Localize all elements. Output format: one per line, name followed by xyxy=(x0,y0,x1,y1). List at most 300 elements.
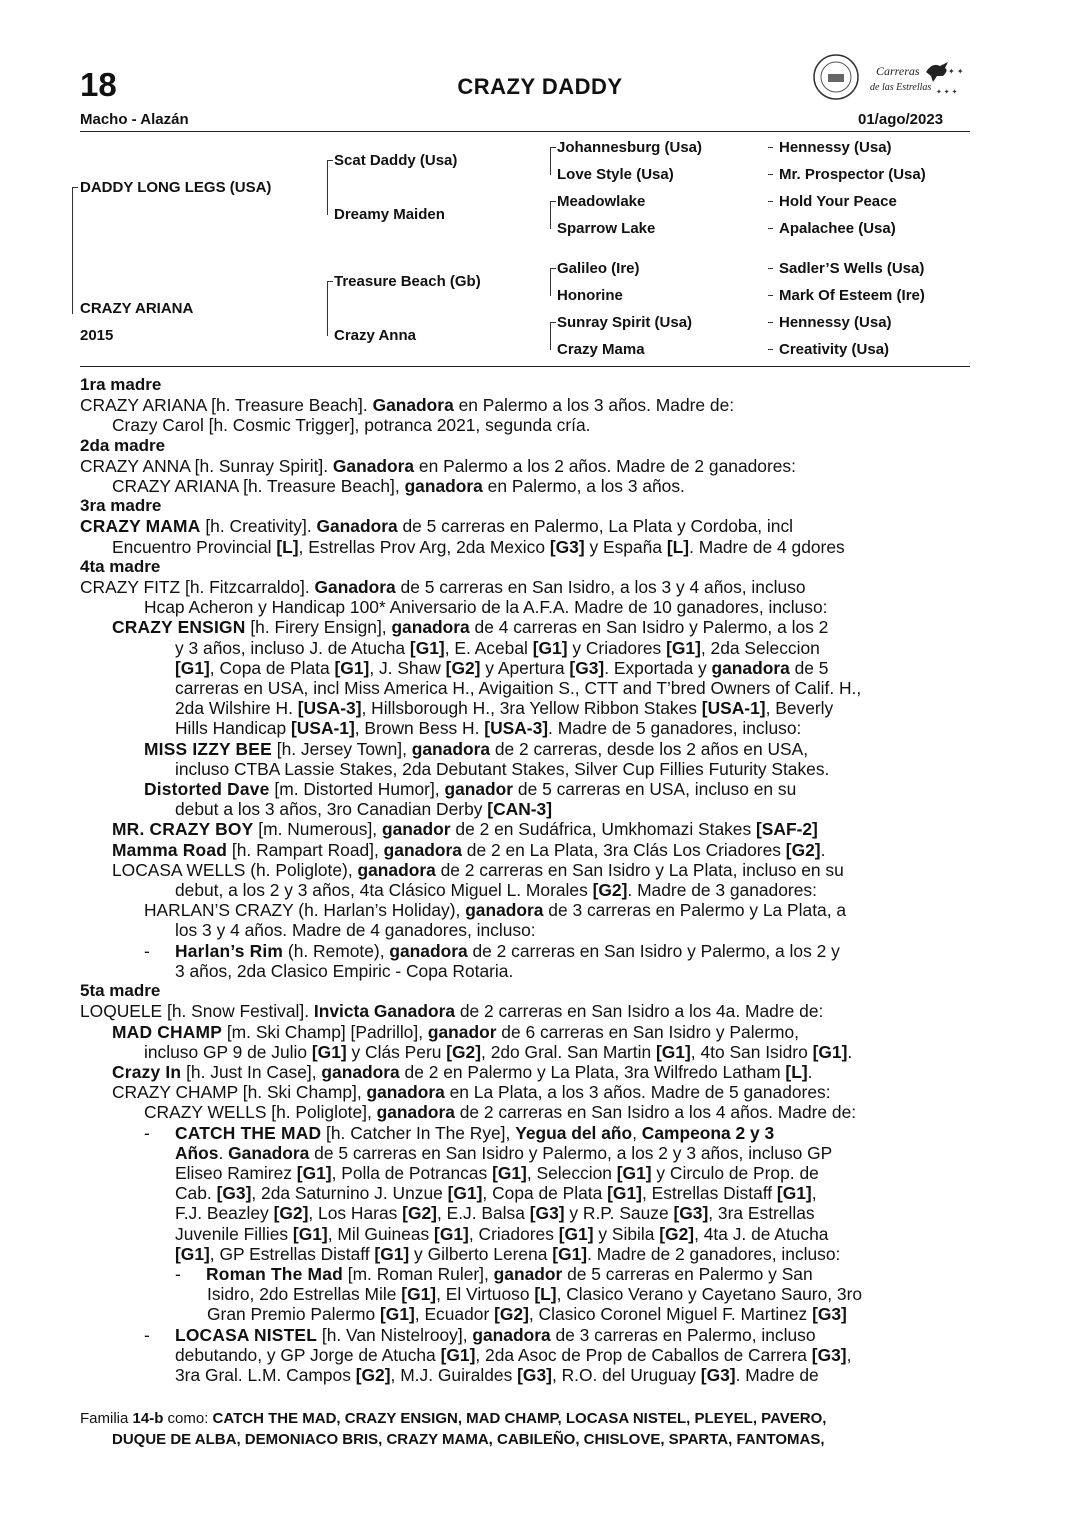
horse-name: CRAZY DADDY xyxy=(457,74,623,99)
emphasis-text: ganadora xyxy=(321,1061,400,1082)
emphasis-text: [G3] xyxy=(529,1203,565,1224)
emphasis-text: [USA-1] xyxy=(701,698,766,719)
emphasis-text: [G1] xyxy=(175,657,210,678)
body-text: de 6 carreras en San Isidro y Palermo, xyxy=(496,1021,800,1042)
body-text: , 3ra Estrellas xyxy=(708,1203,815,1224)
text-line xyxy=(80,1042,970,1062)
pedigree-dash xyxy=(768,295,773,296)
text-line xyxy=(80,900,970,920)
body-text: CRAZY WELLS [h. Poliglote], xyxy=(144,1102,377,1123)
body-text: , El Virtuoso xyxy=(436,1284,535,1305)
text-line xyxy=(80,1022,970,1042)
emphasis-text: [G2] xyxy=(445,657,481,678)
body-text: 3ra Gral. L.M. Campos xyxy=(175,1364,356,1385)
emphasis-text: [G2] xyxy=(494,1304,529,1325)
dam-name: CRAZY ARIANA xyxy=(80,300,194,317)
body-text: , Polla de Potrancas xyxy=(331,1162,493,1183)
emphasis-text: [G1] xyxy=(552,1243,588,1264)
body-text: Crazy Carol [h. Cosmic Trigger], potranca 2021, segunda cría. xyxy=(112,415,591,436)
family-names: DUQUE DE ALBA, DEMONIACO BRIS, CRAZY MAMA, CABILEÑO, CHISLOVE, SPARTA, FANTOMAS, xyxy=(112,1431,825,1448)
pedigree-g3: Honorine xyxy=(557,287,623,304)
body-text: , 2do Gral. San Martin xyxy=(481,1041,656,1062)
emphasis-text: ganadora xyxy=(404,476,483,497)
pedigree-g3: Love Style (Usa) xyxy=(557,166,674,183)
pedigree-g3: Sparrow Lake xyxy=(557,220,656,237)
body-text: , J. Shaw xyxy=(369,657,446,678)
section-heading: 2da madre xyxy=(80,435,166,455)
body-text: , GP Estrellas Distaff xyxy=(209,1243,375,1264)
emphasis-text: Distorted Dave xyxy=(144,779,270,800)
text-line xyxy=(80,1082,970,1102)
body-text: . Madre de xyxy=(735,1364,819,1385)
text-line xyxy=(80,840,970,860)
emphasis-text: Ganadora xyxy=(316,516,398,537)
body-text: . xyxy=(807,1061,813,1082)
text-line xyxy=(80,1284,970,1304)
body-text: [h. Catcher In The Rye], xyxy=(321,1122,516,1143)
emphasis-text: [G2] xyxy=(355,1364,391,1385)
text-line xyxy=(80,860,970,880)
emphasis-text: ganadora xyxy=(465,900,544,921)
body-text: de 2 carreras en San Isidro y Palermo, a los 2 y xyxy=(467,940,840,961)
body-text: , 2da Asoc de Prop de Caballos de Carrera xyxy=(475,1344,812,1365)
text-line: - Roman The Mad [m. Roman Ruler], ganador de 5 carreras en Palermo y San xyxy=(175,1263,813,1284)
body-text: , Copa de Plata xyxy=(482,1183,608,1204)
emphasis-text: Campeona 2 y 3 xyxy=(641,1122,775,1143)
body-text: Hills Handicap xyxy=(175,718,291,739)
body-text: de 2 en La Plata, 3ra Clás Los Criadores xyxy=(461,839,786,860)
body-text: [m. Roman Ruler], xyxy=(342,1263,494,1284)
text-line xyxy=(80,759,970,779)
text-line xyxy=(80,577,970,597)
body-text: de 5 carreras en San Isidro y Palermo, a los 2 y 3 años, incluso GP xyxy=(309,1142,833,1163)
family-notes xyxy=(80,375,970,1385)
emphasis-text: [G1] xyxy=(334,657,370,678)
emphasis-text: Ganadora xyxy=(372,395,454,416)
body-text: CRAZY FITZ [h. Fitzcarraldo]. xyxy=(80,577,315,598)
text-line xyxy=(80,718,970,738)
emphasis-text: [G2] xyxy=(659,1223,695,1244)
footer-como: como: xyxy=(163,1410,213,1427)
svg-text:de las Estrellas: de las Estrellas xyxy=(870,82,932,93)
emphasis-text: [SAF-2] xyxy=(756,819,818,840)
text-line xyxy=(80,1304,970,1324)
body-text: , Clasico Verano y Cayetano Sauro, 3ro xyxy=(556,1284,863,1305)
emphasis-text: [G2] xyxy=(592,880,628,901)
body-text: Isidro, 2do Estrellas Mile xyxy=(207,1284,402,1305)
section-heading: 4ta madre xyxy=(80,556,161,576)
emphasis-text: [USA-3] xyxy=(297,698,362,719)
emphasis-text: [G1] xyxy=(812,1041,848,1062)
body-text: Eliseo Ramirez xyxy=(175,1162,297,1183)
body-text: de 5 carreras en Palermo y San xyxy=(562,1263,813,1284)
emphasis-text: [G3] xyxy=(216,1183,252,1204)
body-text: HARLAN’S CRAZY (h. Harlan’s Holiday), xyxy=(144,900,466,921)
sex-color: Macho - Alazán xyxy=(80,111,189,128)
body-text: de 3 carreras en Palermo, incluso xyxy=(550,1324,816,1345)
emphasis-text: [G1] xyxy=(532,637,568,658)
emphasis-text: Años xyxy=(175,1142,219,1163)
text-line xyxy=(80,638,970,658)
body-text: , Estrellas Distaff xyxy=(641,1183,777,1204)
emphasis-text: ganador xyxy=(381,819,451,840)
body-text: , R.O. del Uruguay xyxy=(551,1364,701,1385)
catalog-date: 01/ago/2023 xyxy=(858,111,944,128)
emphasis-text: LOCASA NISTEL xyxy=(175,1324,318,1345)
text-line xyxy=(80,1062,970,1082)
pedigree-dash xyxy=(768,268,773,269)
body-text: de 5 xyxy=(789,657,829,678)
emphasis-text: MISS IZZY BEE xyxy=(144,738,272,759)
emphasis-text: [G1] xyxy=(374,1243,410,1264)
body-text: CRAZY ANNA [h. Sunray Spirit]. xyxy=(80,455,333,476)
text-line xyxy=(80,1224,970,1244)
body-text: de 2 en Palermo y La Plata, 3ra Wilfredo Latham xyxy=(399,1061,786,1082)
emphasis-text: [G3] xyxy=(700,1364,736,1385)
body-text: . Madre de 4 gdores xyxy=(689,536,845,557)
body-text: , 2da Seleccion xyxy=(700,637,820,658)
pedigree-dash xyxy=(768,322,773,323)
pedigree-g4: Hennessy (Usa) xyxy=(779,314,892,331)
body-text: CRAZY ARIANA [h. Treasure Beach], xyxy=(112,476,405,497)
body-text: , Clasico Coronel Miguel F. Martinez xyxy=(528,1304,813,1325)
dam-year: 2015 xyxy=(80,327,114,344)
emphasis-text: [G1] xyxy=(492,1162,527,1183)
pedigree-bracket-dam xyxy=(327,281,333,336)
emphasis-text: ganador xyxy=(444,779,514,800)
text-line xyxy=(80,1345,970,1365)
emphasis-text: [L] xyxy=(666,536,690,557)
text-line xyxy=(80,799,970,819)
emphasis-text: [G1] xyxy=(296,1162,332,1183)
body-text: , M.J. Guiraldes xyxy=(390,1364,518,1385)
body-text: , Criadores xyxy=(468,1223,559,1244)
emphasis-text: [G1] xyxy=(292,1223,328,1244)
body-text: , Ecuador xyxy=(414,1304,495,1325)
body-text: de 4 carreras en San Isidro y Palermo, a los 2 xyxy=(469,617,829,638)
emphasis-text: [L] xyxy=(785,1061,808,1082)
emphasis-text: [G1] xyxy=(401,1284,437,1305)
section-heading: 1ra madre xyxy=(80,375,162,394)
body-text: . xyxy=(847,1041,853,1062)
text-line xyxy=(80,476,970,496)
footer-prefix: Familia xyxy=(80,1410,133,1427)
body-text: , Seleccion xyxy=(526,1162,617,1183)
svg-text:Carreras: Carreras xyxy=(876,64,920,78)
body-text: , Mil Guineas xyxy=(327,1223,435,1244)
family-names: CATCH THE MAD, CRAZY ENSIGN, MAD CHAMP, LOCASA NISTEL, PLEYEL, PAVERO, xyxy=(212,1410,827,1427)
body-text: . Madre de 5 ganadores, incluso: xyxy=(548,718,802,739)
body-text: , Brown Bess H. xyxy=(354,718,485,739)
body-text: 3 años, 2da Clasico Empiric - Copa Rotaria. xyxy=(175,960,514,981)
emphasis-text: ganadora xyxy=(389,940,468,961)
emphasis-text: [G2] xyxy=(402,1203,437,1224)
body-text: en Palermo, a los 3 años. xyxy=(482,476,685,497)
emphasis-text: CATCH THE MAD xyxy=(175,1122,322,1143)
body-text: . Madre de 3 ganadores: xyxy=(627,880,817,901)
pedigree-bracket xyxy=(550,322,556,350)
pedigree-g2: Scat Daddy (Usa) xyxy=(334,152,458,169)
body-text: en Palermo a los 2 años. Madre de 2 ganadores: xyxy=(414,455,796,476)
text-line xyxy=(80,658,970,678)
svg-text:✦ ✦: ✦ ✦ xyxy=(948,67,964,76)
pedigree-g3: Crazy Mama xyxy=(557,341,645,358)
pedigree-g4: Mark Of Esteem (Ire) xyxy=(779,287,925,304)
body-text: [m. Numerous], xyxy=(253,819,382,840)
emphasis-text: [G1] xyxy=(311,1041,347,1062)
svg-text:✦ ✦ ✦: ✦ ✦ ✦ xyxy=(936,89,958,96)
pedigree-dash xyxy=(768,147,773,148)
text-line xyxy=(80,920,970,940)
estrellas-logo xyxy=(808,50,968,104)
text-line xyxy=(80,456,970,476)
body-text: de 5 carreras en San Isidro, a los 3 y 4 años, incluso xyxy=(395,577,806,598)
text-line xyxy=(80,880,970,900)
emphasis-text: Invicta Ganadora xyxy=(313,1001,456,1022)
text-line xyxy=(80,961,970,981)
emphasis-text: ganadora xyxy=(472,1324,551,1345)
emphasis-text: [G1] xyxy=(409,637,445,658)
body-text: , xyxy=(811,1183,817,1204)
section-heading: 3ra madre xyxy=(80,496,162,516)
body-text: y Sibila xyxy=(593,1223,660,1244)
emphasis-text: [G2] xyxy=(785,839,821,860)
text-line xyxy=(80,1244,970,1264)
emphasis-text: [G1] xyxy=(447,1183,483,1204)
body-text: [m. Ski Champ] [Padrillo], xyxy=(222,1021,428,1042)
emphasis-text: ganadora xyxy=(411,738,491,759)
body-text: de 2 carreras, desde los 2 años en USA, xyxy=(490,738,809,759)
body-text: , Los Haras xyxy=(308,1203,403,1224)
body-text: de 2 carreras en San Isidro a los 4a. Madre de: xyxy=(455,1001,824,1022)
body-text: y Circulo de Prop. de xyxy=(651,1162,819,1183)
pedigree-g3: Johannesburg (Usa) xyxy=(557,139,703,156)
emphasis-text: CRAZY MAMA xyxy=(80,516,201,537)
emphasis-text: Mamma Road xyxy=(112,839,228,860)
emphasis-text: MR. CRAZY BOY xyxy=(112,819,254,840)
emphasis-text: [G3] xyxy=(673,1203,709,1224)
pedigree-bracket-g1 xyxy=(72,187,78,314)
body-text: . xyxy=(820,839,826,860)
body-text: y Apertura xyxy=(480,657,570,678)
pedigree-g4: Sadler’S Wells (Usa) xyxy=(779,260,925,277)
pedigree-g3: Sunray Spirit (Usa) xyxy=(557,314,693,331)
pedigree-dash xyxy=(768,349,773,350)
body-text: incluso GP 9 de Julio xyxy=(144,1041,312,1062)
emphasis-text: ganadora xyxy=(711,657,790,678)
emphasis-text: [G2] xyxy=(446,1041,482,1062)
body-text: debut a los 3 años, 3ro Canadian Derby xyxy=(175,799,488,820)
emphasis-text: [G2] xyxy=(273,1203,309,1224)
body-text: de 2 carreras en San Isidro y La Plata, incluso en su xyxy=(435,859,844,880)
section-heading: 5ta madre xyxy=(80,981,161,1001)
pedigree-g4: Mr. Prospector (Usa) xyxy=(779,166,926,183)
text-line xyxy=(80,1143,970,1163)
emphasis-text: [CAN-3] xyxy=(487,799,553,820)
emphasis-text: CRAZY ENSIGN xyxy=(112,617,246,638)
emphasis-text: ganadora xyxy=(383,839,462,860)
body-text: [h. Just In Case], xyxy=(181,1061,322,1082)
text-line xyxy=(80,1183,970,1203)
text-line xyxy=(80,739,970,759)
text-line xyxy=(80,1163,970,1183)
body-text: , xyxy=(632,1122,642,1143)
emphasis-text: [G1] xyxy=(655,1041,691,1062)
emphasis-text: [G3] xyxy=(811,1344,847,1365)
pedigree-g2: Crazy Anna xyxy=(334,327,416,344)
body-text: Hcap Acheron y Handicap 100* Aniversario de la A.F.A. Madre de 10 ganadores, incluso: xyxy=(144,597,828,618)
emphasis-text: ganadora xyxy=(357,859,436,880)
body-text: , E. Acebal xyxy=(444,637,533,658)
text-line xyxy=(80,678,970,698)
text-line xyxy=(80,1365,970,1385)
emphasis-text: [G3] xyxy=(517,1364,552,1385)
emphasis-text: ganadora xyxy=(376,1102,455,1123)
emphasis-text: Roman The Mad xyxy=(206,1263,343,1284)
pedigree-g4: Hold Your Peace xyxy=(779,193,897,210)
text-line xyxy=(80,1102,970,1122)
emphasis-text: [G1] xyxy=(434,1223,469,1244)
emphasis-text: [G1] xyxy=(558,1223,594,1244)
pedigree-g3: Meadowlake xyxy=(557,193,646,210)
emphasis-text: Crazy In xyxy=(112,1061,182,1082)
body-text: CRAZY CHAMP [h. Ski Champ], xyxy=(112,1082,367,1103)
text-line xyxy=(80,617,970,637)
body-text: y Clás Peru xyxy=(346,1041,447,1062)
text-line: - Harlan’s Rim (h. Remote), ganadora de 2 carreras en San Isidro y Palermo, a los 2 y xyxy=(144,940,840,961)
body-text: F.J. Beazley xyxy=(175,1203,274,1224)
body-text: de 2 en Sudáfrica, Umkhomazi Stakes xyxy=(450,819,757,840)
body-text: , Copa de Plata xyxy=(209,657,335,678)
emphasis-text: [G1] xyxy=(607,1183,642,1204)
body-text: los 3 y 4 años. Madre de 4 ganadores, incluso: xyxy=(175,920,536,941)
body-text: y R.P. Sauze xyxy=(564,1203,674,1224)
text-line: - LOCASA NISTEL [h. Van Nistelrooy], ganadora de 3 carreras en Palermo, incluso xyxy=(144,1324,816,1345)
body-text: , 4to San Isidro xyxy=(690,1041,813,1062)
text-line xyxy=(80,779,970,799)
body-text: Cab. xyxy=(175,1183,217,1204)
emphasis-text: ganador xyxy=(493,1263,563,1284)
emphasis-text: MAD CHAMP xyxy=(112,1021,222,1042)
emphasis-text: [G1] xyxy=(666,637,701,658)
body-text: en La Plata, a los 3 años. Madre de 5 ganadores: xyxy=(444,1082,831,1103)
pedigree-g3: Galileo (Ire) xyxy=(557,260,640,277)
body-text: de 3 carreras en Palermo y La Plata, a xyxy=(543,900,847,921)
pedigree-bracket xyxy=(550,147,556,175)
body-text: debutando, y GP Jorge de Atucha xyxy=(175,1344,441,1365)
pedigree-dash xyxy=(768,174,773,175)
body-text: (h. Remote), xyxy=(283,940,390,961)
text-line xyxy=(80,415,970,435)
body-text: , Estrellas Prov Arg, 2da Mexico xyxy=(298,536,550,557)
text-line xyxy=(80,516,970,536)
emphasis-text: [G1] xyxy=(440,1344,476,1365)
catalog-number: 18 xyxy=(80,66,117,103)
text-line: - CATCH THE MAD [h. Catcher In The Rye], Yegua del año, Campeona 2 y 3 xyxy=(144,1122,775,1143)
emphasis-text: [G1] xyxy=(776,1183,812,1204)
emphasis-text: [G1] xyxy=(380,1304,415,1325)
emphasis-text: ganador xyxy=(427,1021,497,1042)
body-text: carreras en USA, incl Miss America H., Avigaition S., CTT and T’bred Owners of Calif. H., xyxy=(175,678,862,699)
body-text: [h. Creativity]. xyxy=(200,516,317,537)
pedigree-bracket xyxy=(550,268,556,296)
sire-name: DADDY LONG LEGS (USA) xyxy=(80,179,272,196)
text-line xyxy=(80,1203,970,1223)
text-line xyxy=(80,537,970,557)
body-text: , 2da Saturnino J. Unzue xyxy=(251,1183,448,1204)
emphasis-text: Harlan’s Rim xyxy=(175,940,284,961)
body-text: , xyxy=(846,1344,852,1365)
pedigree-rule xyxy=(80,366,970,367)
emphasis-text: ganadora xyxy=(391,617,470,638)
text-line xyxy=(80,395,970,415)
body-text: y España xyxy=(584,536,667,557)
body-text: Encuentro Provincial xyxy=(112,536,277,557)
body-text: LOCASA WELLS (h. Poliglote), xyxy=(112,859,358,880)
pedigree-dash xyxy=(768,201,773,202)
pedigree-g4: Hennessy (Usa) xyxy=(779,139,892,156)
body-text: debut, a los 2 y 3 años, 4ta Clásico Miguel L. Morales xyxy=(175,880,593,901)
body-text: LOQUELE [h. Snow Festival]. xyxy=(80,1001,314,1022)
emphasis-text: [G1] xyxy=(175,1243,210,1264)
emphasis-text: Ganadora xyxy=(228,1142,310,1163)
pedigree-g4: Apalachee (Usa) xyxy=(779,220,896,237)
text-line xyxy=(80,819,970,839)
body-text: de 5 carreras en Palermo, La Plata y Cordoba, incl xyxy=(397,516,794,537)
body-text: y Gilberto Lerena xyxy=(409,1243,553,1264)
emphasis-text: [USA-3] xyxy=(484,718,549,739)
body-text: [h. Jersey Town], xyxy=(271,738,412,759)
body-text: , Beverly xyxy=(765,698,834,719)
emphasis-text: [USA-1] xyxy=(291,718,355,739)
body-text: incluso CTBA Lassie Stakes, 2da Debutant Stakes, Silver Cup Fillies Futurity Stakes. xyxy=(175,758,830,779)
text-line xyxy=(80,597,970,617)
emphasis-text: Yegua del año xyxy=(515,1122,633,1143)
text-line xyxy=(80,1001,970,1021)
body-text: , Hillsborough H., 3ra Yellow Ribbon Stakes xyxy=(361,698,702,719)
body-text: . xyxy=(218,1142,229,1163)
pedigree-g4: Creativity (Usa) xyxy=(779,341,890,358)
pedigree-dash xyxy=(768,228,773,229)
text-line xyxy=(80,698,970,718)
emphasis-text: ganadora xyxy=(366,1082,445,1103)
emphasis-text: [G3] xyxy=(569,657,605,678)
pedigree-g2: Dreamy Maiden xyxy=(334,206,445,223)
body-text: . Madre de 2 ganadores, incluso: xyxy=(587,1243,841,1264)
family-number: 14-b xyxy=(132,1410,164,1427)
emphasis-text: [G1] xyxy=(616,1162,652,1183)
body-text: Juvenile Fillies xyxy=(175,1223,293,1244)
body-text: [h. Firery Ensign], xyxy=(245,617,392,638)
body-text: [h. Rampart Road], xyxy=(227,839,384,860)
body-text: y Criadores xyxy=(567,637,667,658)
body-text: , 4ta J. de Atucha xyxy=(694,1223,829,1244)
emphasis-text: Ganadora xyxy=(314,577,396,598)
pedigree-bracket-sire xyxy=(327,160,333,215)
body-text: 2da Wilshire H. xyxy=(175,698,298,719)
body-text: de 2 carreras en San Isidro a los 4 años. Madre de: xyxy=(454,1102,857,1123)
body-text: en Palermo a los 3 años. Madre de: xyxy=(453,395,735,416)
header-rule xyxy=(80,131,970,132)
pedigree-bracket xyxy=(550,201,556,229)
body-text: [m. Distorted Humor], xyxy=(269,779,445,800)
emphasis-text: Ganadora xyxy=(332,455,415,476)
pedigree-g2: Treasure Beach (Gb) xyxy=(334,273,481,290)
emphasis-text: [G3] xyxy=(549,536,585,557)
body-text: CRAZY ARIANA [h. Treasure Beach]. xyxy=(80,395,373,416)
emphasis-text: [L] xyxy=(276,536,299,557)
emphasis-text: [G3] xyxy=(812,1304,847,1325)
